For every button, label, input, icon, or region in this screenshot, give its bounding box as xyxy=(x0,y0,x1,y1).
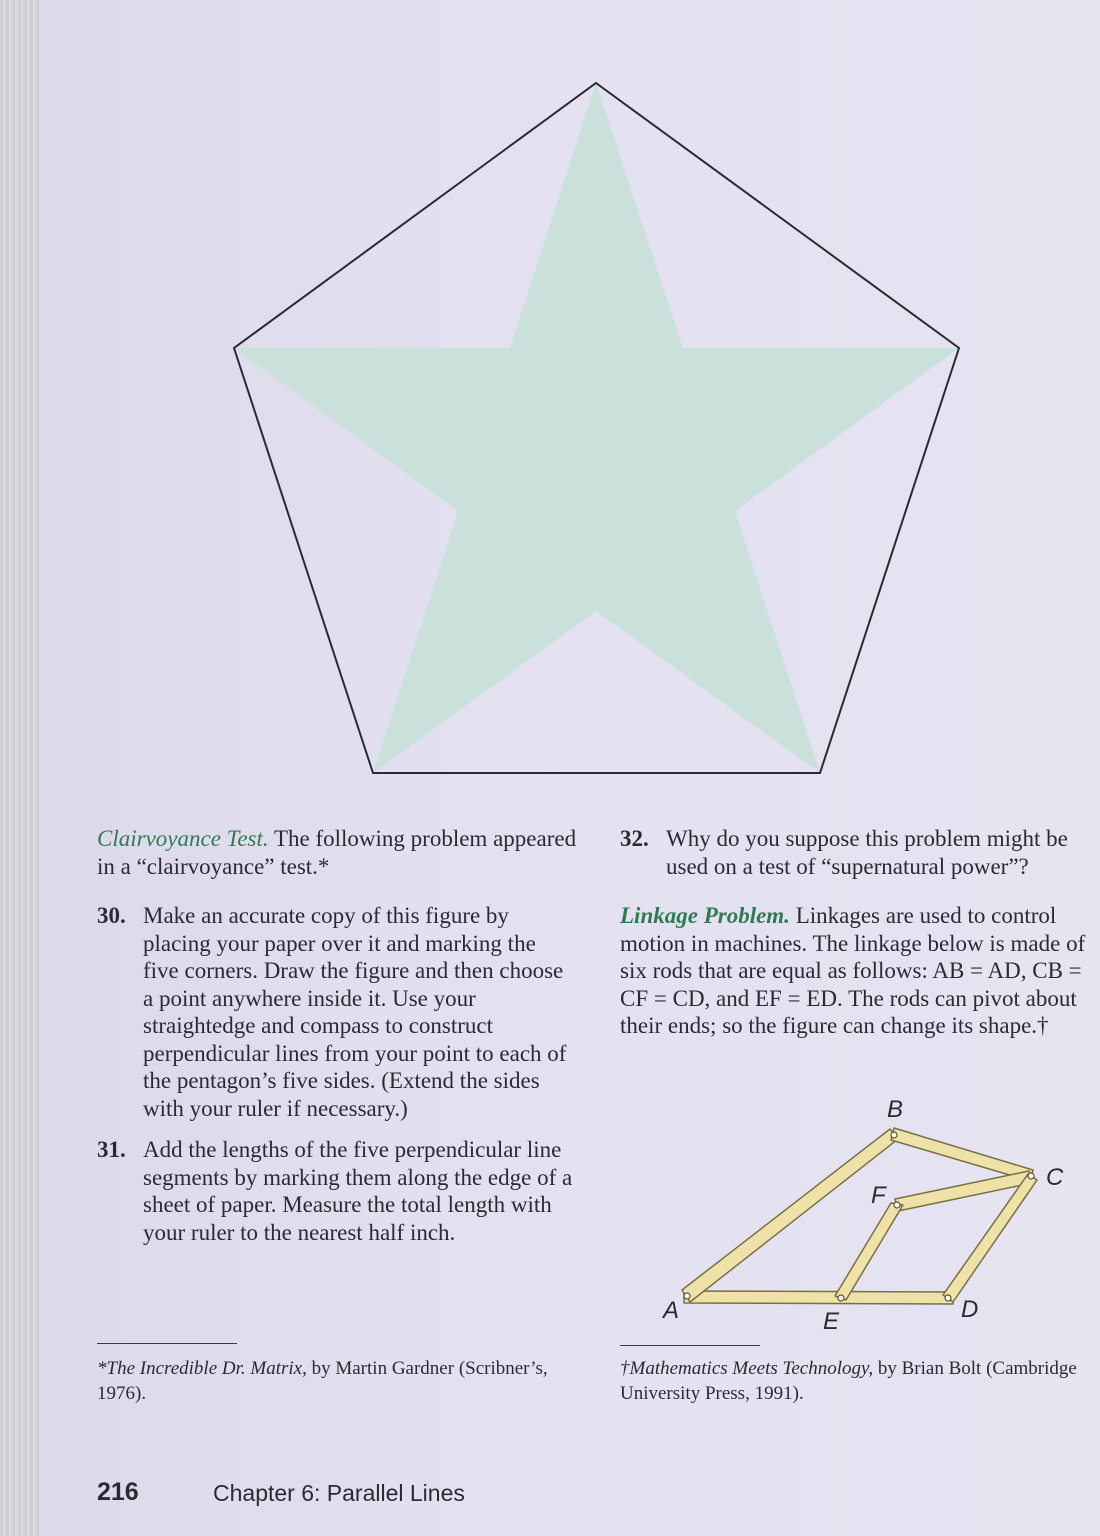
footnote-rule-right xyxy=(620,1345,760,1346)
footnote-text: by Brian Bolt (Cambridge University Press, 1991). xyxy=(620,1358,1077,1404)
linkage-intro-text: Linkages are used to control motion in machines. The linkage below is made of six rods that are equal as follows: AB = AD, CB = CF = CD, and EF = ED. The rods can pivot about their ends; so the figure can change its shape.† xyxy=(620,903,1086,1038)
problem-text: Make an accurate copy of this figure by placing your paper over it and marking the five corners. Draw the figure and then choose a point anywhere inside it. Use your straightedge and compass to construct perpendicular lines from your point to each of the pentagon’s five sides. (Extend the sides with your ruler if necessary.) xyxy=(143,903,567,1121)
chapter-title: Chapter 6: Parallel Lines xyxy=(213,1480,465,1506)
star-shape xyxy=(234,83,959,773)
footnote-left xyxy=(97,1356,577,1406)
right-column xyxy=(620,825,1100,1040)
page-footer xyxy=(97,1478,465,1507)
pivot-e xyxy=(838,1295,844,1301)
footnote-title: †Mathematics Meets Technology, xyxy=(620,1358,874,1379)
linkage-heading: Linkage Problem. xyxy=(620,903,790,928)
problem-number: 31. xyxy=(97,1137,126,1162)
page-number: 216 xyxy=(97,1478,139,1506)
pivot-f xyxy=(894,1202,900,1208)
rod-fe xyxy=(835,1203,903,1300)
problem-text: Why do you suppose this problem might be used on a test of “supernatural power”? xyxy=(666,826,1068,879)
rod-bc xyxy=(891,1128,1033,1181)
footnote-text: by Martin Gardner (Scribner’s, 1976). xyxy=(97,1358,548,1404)
clairvoyance-intro xyxy=(97,825,577,880)
pivot-c xyxy=(1028,1173,1034,1179)
label-d: D xyxy=(961,1296,979,1323)
left-column xyxy=(97,825,577,1246)
problem-31 xyxy=(97,1136,577,1246)
footnote-title: *The Incredible Dr. Matrix, xyxy=(97,1358,307,1379)
clairvoyance-heading: Clairvoyance Test. xyxy=(97,826,269,851)
label-c: C xyxy=(1046,1164,1064,1191)
problem-text: Add the lengths of the five perpendicular line segments by marking them along the edge of a sheet of paper. Measure the total length with your ruler to the nearest half inch. xyxy=(143,1137,573,1245)
label-a: A xyxy=(663,1297,680,1324)
footnote-rule-left xyxy=(97,1343,237,1344)
label-e: E xyxy=(823,1308,840,1335)
clairvoyance-intro-text: The following problem appeared in a “clairvoyance” test.* xyxy=(97,826,577,879)
pivot-b xyxy=(891,1132,897,1138)
problem-32 xyxy=(620,825,1100,880)
footnote-right xyxy=(620,1356,1100,1406)
label-f: F xyxy=(871,1182,886,1209)
linkage-intro xyxy=(620,902,1100,1040)
pivot-d xyxy=(945,1295,951,1301)
problem-number: 30. xyxy=(97,903,126,928)
problem-number: 32. xyxy=(620,826,649,851)
label-b: B xyxy=(887,1096,904,1123)
rod-ad xyxy=(684,1291,953,1304)
pivot-a xyxy=(684,1293,690,1299)
problem-30 xyxy=(97,902,577,1122)
rod-ab xyxy=(682,1129,898,1302)
linkage-diagram xyxy=(640,1095,1100,1335)
